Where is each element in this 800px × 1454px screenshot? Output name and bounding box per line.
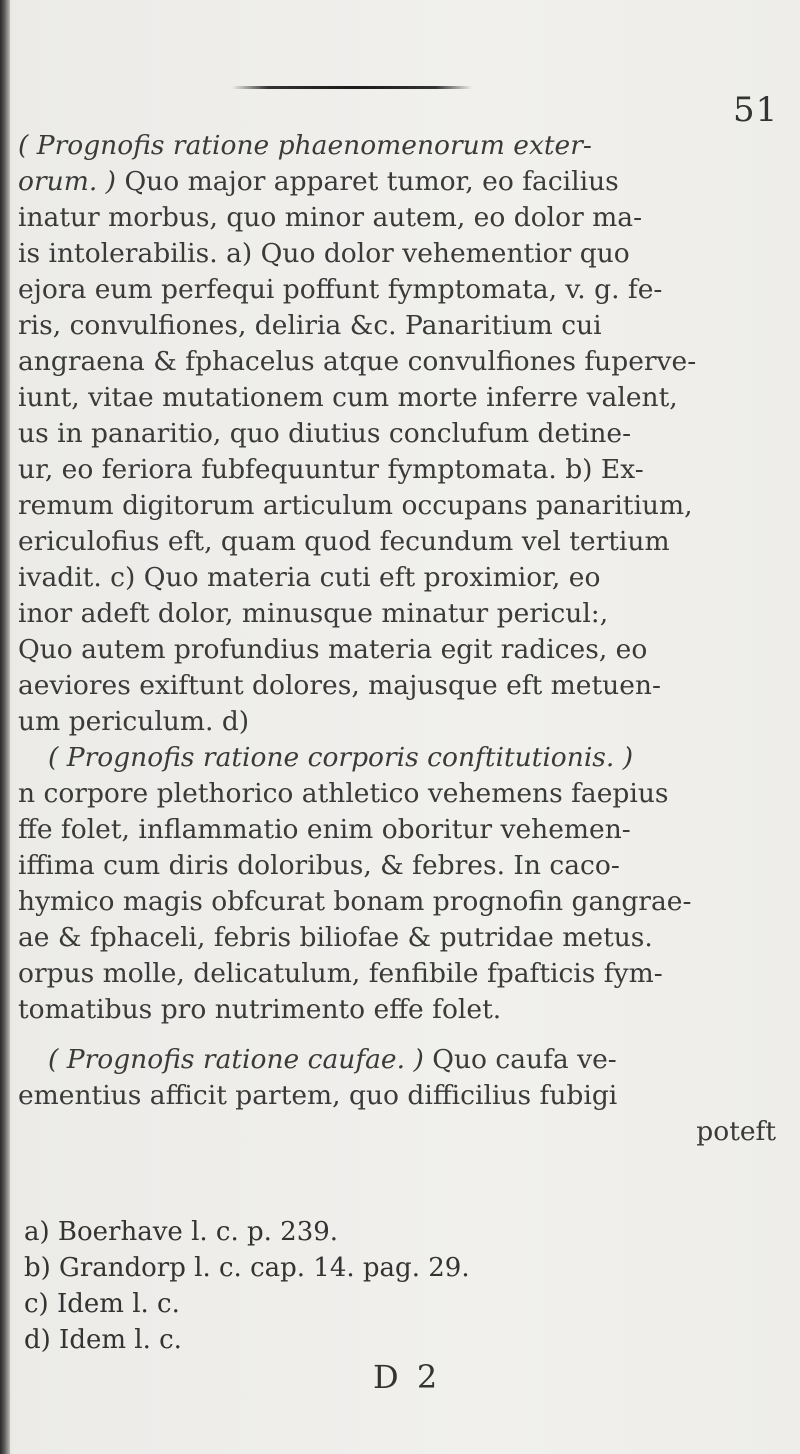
body-text [18,128,778,1150]
header-rule [232,86,472,89]
line-text: Quo major apparet tumor, eo facilius [116,166,619,197]
section-heading: orum. ) [18,166,117,197]
line-text: ffe folet, inflammatio enim oboritur vehemen- [18,814,631,845]
footnotes [24,1214,470,1358]
text-line [18,164,778,200]
line-text: poteft [696,1116,776,1147]
text-line [18,416,778,452]
footnote: b) Grandorp l. c. cap. 14. pag. 29. [24,1253,470,1283]
text-line [18,596,778,632]
text-line [18,992,778,1028]
line-text: angraena & fphacelus atque convulfiones fuperve- [18,346,697,377]
footnote: c) Idem l. c. [24,1289,180,1319]
text-line [18,452,778,488]
line-text: ur, eo feriora fubfequuntur fymptomata. b) Ex- [18,454,644,485]
text-line [18,1114,778,1150]
line-text: us in panaritio, quo diutius conclufum detine- [18,418,632,449]
line-text: ivadit. c) Quo materia cuti eft proximior, eo [18,562,601,593]
text-line [18,128,778,164]
line-text: iunt, vitae mutationem cum morte inferre valent, [18,382,678,413]
text-line [18,704,778,740]
text-line [18,1078,778,1114]
line-text: remum digitorum articulum occupans panaritium, [18,490,693,521]
text-line [18,776,778,812]
section-heading: ( Prognofis ratione phaenomenorum exter- [18,130,592,161]
text-line [18,848,778,884]
footnote: d) Idem l. c. [24,1325,182,1355]
line-text: ementius afficit partem, quo difficilius fubigi [18,1080,618,1111]
book-spine-shadow [0,0,10,1454]
section-heading: ( Prognofis ratione caufae. ) [48,1044,424,1075]
text-line [18,308,778,344]
text-line [18,884,778,920]
text-line [18,344,778,380]
line-text: ejora eum perfequi poffunt fymptomata, v. g. fe- [18,274,663,305]
line-text: orpus molle, delicatulum, fenfibile fpafticis fym- [18,958,663,989]
text-line [18,740,778,776]
line-text: is intolerabilis. a) Quo dolor vehementior quo [18,238,630,269]
footnote: a) Boerhave l. c. p. 239. [24,1217,339,1247]
line-text: Quo autem profundius materia egit radices, eo [18,634,648,665]
section-heading: ( Prognofis ratione corporis conftitutionis. ) [48,742,634,773]
signature-mark: D 2 [373,1358,442,1396]
text-line [18,200,778,236]
line-text: um periculum. d) [18,706,250,737]
line-text: tomatibus pro nutrimento effe folet. [18,994,502,1025]
line-text: ericulofius eft, quam quod fecundum vel tertium [18,526,670,557]
line-text: n corpore plethorico athletico vehemens faepius [18,778,669,809]
line-text: ris, convulfiones, deliria &c. Panaritium cui [18,310,602,341]
text-line [18,956,778,992]
text-line [18,920,778,956]
line-text: inatur morbus, quo minor autem, eo dolor ma- [18,202,643,233]
line-text: aeviores exiftunt dolores, majusque eft metuen- [18,670,661,701]
text-line [18,380,778,416]
text-line [18,488,778,524]
text-line [18,560,778,596]
page-number: 51 [733,90,779,130]
line-text: inor adeft dolor, minusque minatur pericul:, [18,598,609,629]
text-line [18,272,778,308]
text-line [18,632,778,668]
text-line [18,668,778,704]
line-text: hymico magis obfcurat bonam prognofin gangrae- [18,886,692,917]
text-line [18,524,778,560]
line-text: iffima cum diris doloribus, & febres. In caco- [18,850,620,881]
line-text: Quo caufa ve- [423,1044,617,1075]
text-line [18,812,778,848]
text-line [18,236,778,272]
line-text: ae & fphaceli, febris biliofae & putridae metus. [18,922,653,953]
text-line [18,1042,778,1078]
